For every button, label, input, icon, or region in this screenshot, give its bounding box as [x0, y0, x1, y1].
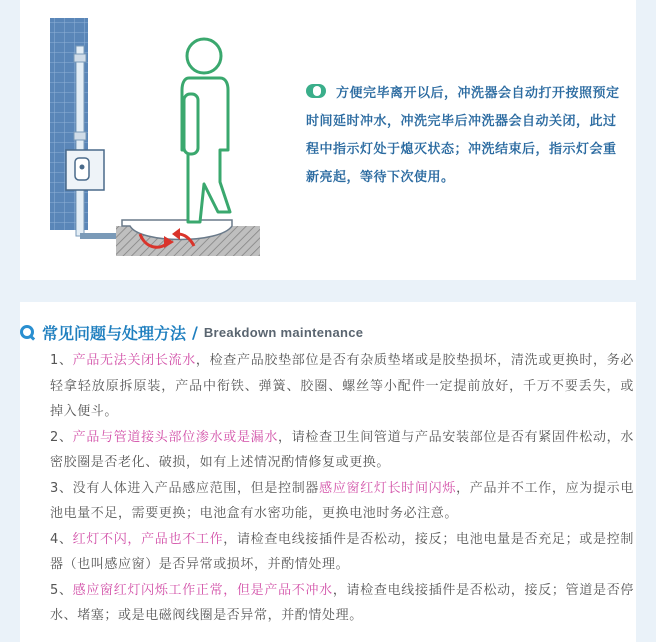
section-title-slash: / [192, 322, 198, 342]
urinal-usage-illustration [44, 12, 264, 262]
faq-text-pre: 没有人体进入产品感应范围，但是控制器 [72, 480, 320, 496]
illustration-card [20, 0, 636, 280]
faq-item-5 [50, 578, 634, 629]
faq-card [20, 302, 636, 642]
faq-item-4 [50, 527, 634, 578]
faq-highlight: 感应窗红灯长时间闪烁 [319, 480, 457, 496]
faq-number: 4、 [50, 531, 73, 547]
pipe-joint-top [74, 54, 86, 62]
faq-list [50, 348, 634, 629]
faq-item-2 [50, 425, 634, 476]
faq-item-1 [50, 348, 634, 425]
eye-toggle-icon [306, 84, 326, 98]
faq-text: ，请检查电线接插件是否松动，接反；管道是否停水、堵塞；或是电磁阀线圈是否异常，并酌情处理。 [50, 582, 634, 623]
faq-highlight: 感应窗红灯闪烁工作正常，但是产品不冲水 [72, 582, 333, 598]
section-title-cn: 常见问题与处理方法 [42, 323, 187, 343]
person-figure [182, 39, 230, 222]
section-heading [20, 320, 363, 344]
faq-item-3 [50, 476, 634, 527]
faq-highlight: 产品无法关闭长流水 [72, 353, 196, 368]
faq-text: ，请检查电线接插件是否松动，接反；电池电量是否充足；或是控制器（也叫感应窗）是否异常或损坏，并酌情处理。 [50, 531, 634, 572]
faq-number: 3、 [50, 480, 73, 496]
sensor-light [80, 165, 85, 170]
faq-number: 1、 [50, 353, 73, 368]
faq-text: ，产品并不工作，应为提示电池电量不足，需要更换；电池盒有水密功能，更换电池时务必注意。 [50, 480, 634, 521]
search-icon [20, 325, 34, 339]
pipe-joint-bottom [74, 132, 86, 140]
description-text: 方便完毕离开以后，冲洗器会自动打开按照预定时间延时冲水，冲洗完毕后冲洗器会自动关闭，此过程中指示灯处于熄灭状态；冲洗结束后，指示灯会重新亮起，等待下次使用。 [306, 86, 620, 185]
section-title-en: Breakdown maintenance [203, 324, 364, 340]
faq-number: 5、 [50, 582, 73, 598]
faq-highlight: 红灯不闪，产品也不工作 [72, 531, 224, 547]
water-pipe [76, 46, 84, 236]
faq-number: 2、 [50, 429, 73, 445]
faq-text: ，请检查卫生间管道与产品安装部位是否有紧固件松动，水密胶圈是否老化、破损，如有上述情况酌情修复或更换。 [50, 429, 634, 470]
usage-description [306, 80, 626, 192]
faq-text: ，检查产品胶垫部位是否有杂质垫堵或是胶垫损坏，清洗或更换时，务必轻拿轻放原拆原装，产品中衔铁、弹簧、胶圈、螺丝等小配件一定提前放好，千万不要丢失，或掉入便斗。 [50, 353, 635, 419]
faq-highlight: 产品与管道接头部位渗水或是漏水 [72, 429, 279, 445]
